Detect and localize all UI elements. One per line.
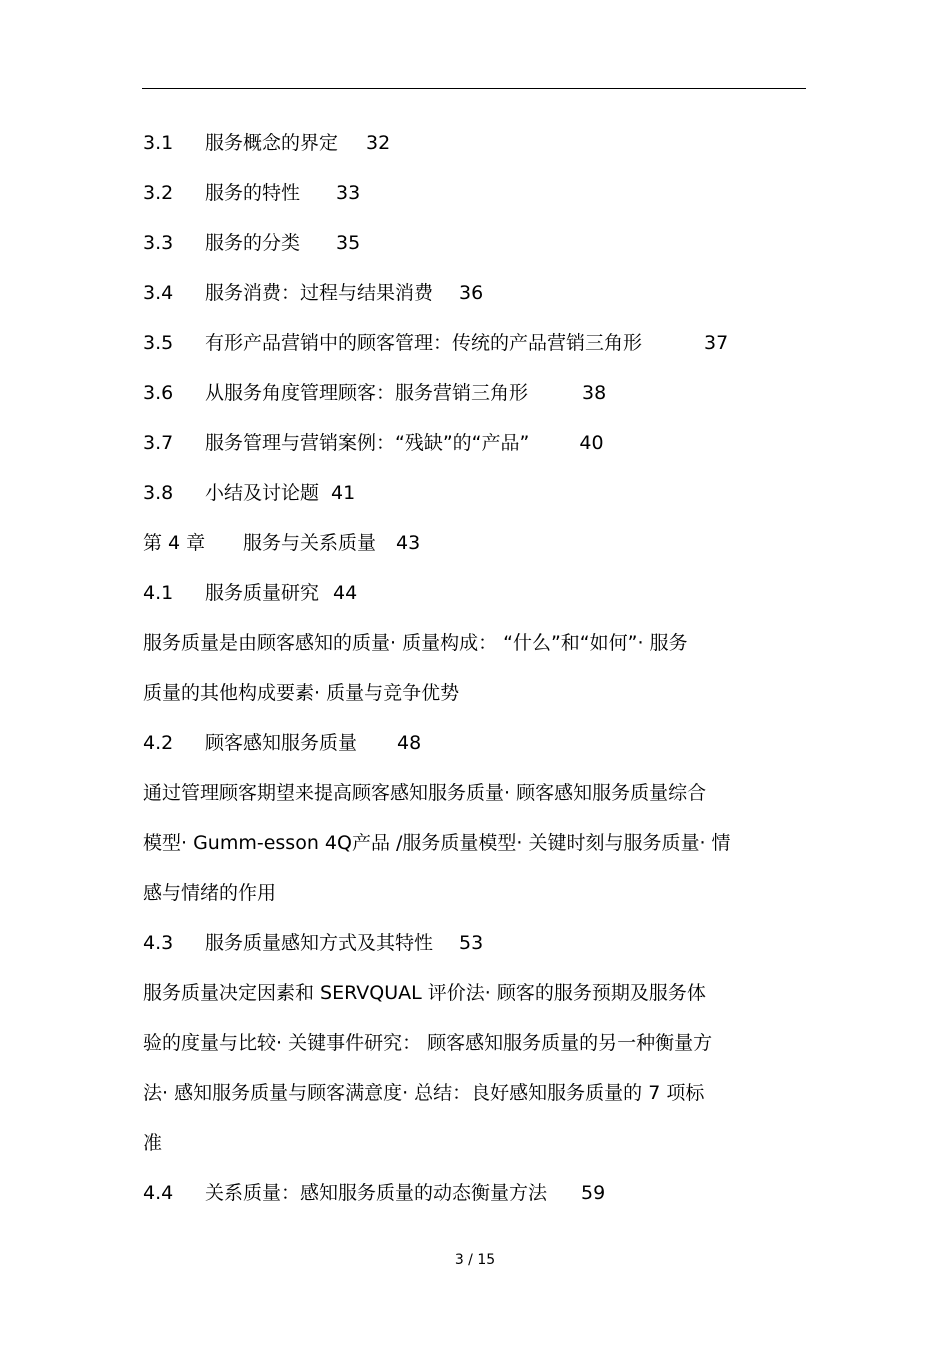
section-title: 服务管理与营销案例：“残缺”的“产品” [205, 432, 530, 454]
subtopic-line: 准 [143, 1132, 163, 1154]
page-number: 38 [582, 382, 607, 404]
section-title: 服务质量研究 [205, 582, 320, 604]
toc-entry-3-4[interactable] [143, 268, 807, 318]
section-number: 3.5 [143, 332, 174, 354]
subtopic-line: 法· 感知服务质量与顾客满意度· 总结：良好感知服务质量的 7 项标 [143, 1082, 705, 1104]
section-title: 服务的特性 [205, 182, 301, 204]
toc-entry-3-2[interactable] [143, 168, 807, 218]
section-number: 3.7 [143, 432, 174, 454]
toc-entry-3-1[interactable] [143, 118, 807, 168]
subtopic-line: 验的度量与比较· 关键事件研究： 顾客感知服务质量的另一种衡量方 [143, 1032, 713, 1054]
section-number: 3.3 [143, 232, 174, 254]
section-title: 小结及讨论题 [205, 482, 320, 504]
section-number: 3.1 [143, 132, 174, 154]
section-number: 4.3 [143, 932, 174, 954]
toc-entry-3-5[interactable] [143, 318, 807, 368]
toc-entry-4-3[interactable] [143, 918, 807, 968]
page-number: 40 [579, 432, 604, 454]
page-number: 36 [459, 282, 484, 304]
section-number: 3.2 [143, 182, 174, 204]
toc-subtopics-4-1 [143, 618, 807, 718]
page-number: 43 [396, 532, 421, 554]
toc-content [143, 118, 807, 1218]
toc-subtopics-4-3 [143, 968, 807, 1168]
subtopic-line: 通过管理顾客期望来提高顾客感知服务质量· 顾客感知服务质量综合 [143, 782, 707, 804]
section-title: 关系质量：感知服务质量的动态衡量方法 [205, 1182, 548, 1204]
page-number: 53 [459, 932, 484, 954]
header-rule [142, 88, 806, 89]
page-number: 59 [581, 1182, 606, 1204]
subtopic-line: 感与情绪的作用 [143, 882, 277, 904]
section-number: 4.1 [143, 582, 174, 604]
subtopic-line: 模型· Gumm-esson 4Q产品 /服务质量模型· 关键时刻与服务质量· 情 [143, 832, 731, 854]
toc-subtopics-4-2 [143, 768, 807, 918]
subtopic-line: 服务质量决定因素和 SERVQUAL 评价法· 顾客的服务预期及服务体 [143, 982, 706, 1004]
toc-entry-3-8[interactable] [143, 468, 807, 518]
toc-entry-4-1[interactable] [143, 568, 807, 618]
page-number: 32 [366, 132, 391, 154]
toc-entry-3-7[interactable] [143, 418, 807, 468]
page-indicator: 3 / 15 [454, 1252, 496, 1268]
toc-entry-4-4[interactable] [143, 1168, 807, 1218]
section-title: 服务消费：过程与结果消费 [205, 282, 434, 304]
section-title: 有形产品营销中的顾客管理：传统的产品营销三角形 [205, 332, 643, 354]
page-number: 33 [336, 182, 361, 204]
section-number: 4.2 [143, 732, 174, 754]
toc-entry-4-2[interactable] [143, 718, 807, 768]
toc-entry-3-6[interactable] [143, 368, 807, 418]
section-title: 服务概念的界定 [205, 132, 339, 154]
section-title: 顾客感知服务质量 [205, 732, 358, 754]
toc-entry-3-3[interactable] [143, 218, 807, 268]
page-number: 48 [397, 732, 422, 754]
section-number: 4.4 [143, 1182, 174, 1204]
section-number: 3.6 [143, 382, 174, 404]
toc-chapter-4[interactable] [143, 518, 807, 568]
subtopic-line: 服务质量是由顾客感知的质量· 质量构成： “什么”和“如何”· 服务 [143, 632, 688, 654]
section-title: 服务的分类 [205, 232, 301, 254]
section-number: 3.8 [143, 482, 174, 504]
section-title: 服务质量感知方式及其特性 [205, 932, 434, 954]
page-number: 41 [331, 482, 356, 504]
page-number: 44 [333, 582, 358, 604]
section-number: 3.4 [143, 282, 174, 304]
subtopic-line: 质量的其他构成要素· 质量与竞争优势 [143, 682, 460, 704]
section-title: 从服务角度管理顾客：服务营销三角形 [205, 382, 529, 404]
page-number: 37 [704, 332, 729, 354]
chapter-title: 服务与关系质量 [243, 532, 377, 554]
chapter-number: 第 4 章 [143, 532, 206, 554]
page-number: 35 [336, 232, 361, 254]
